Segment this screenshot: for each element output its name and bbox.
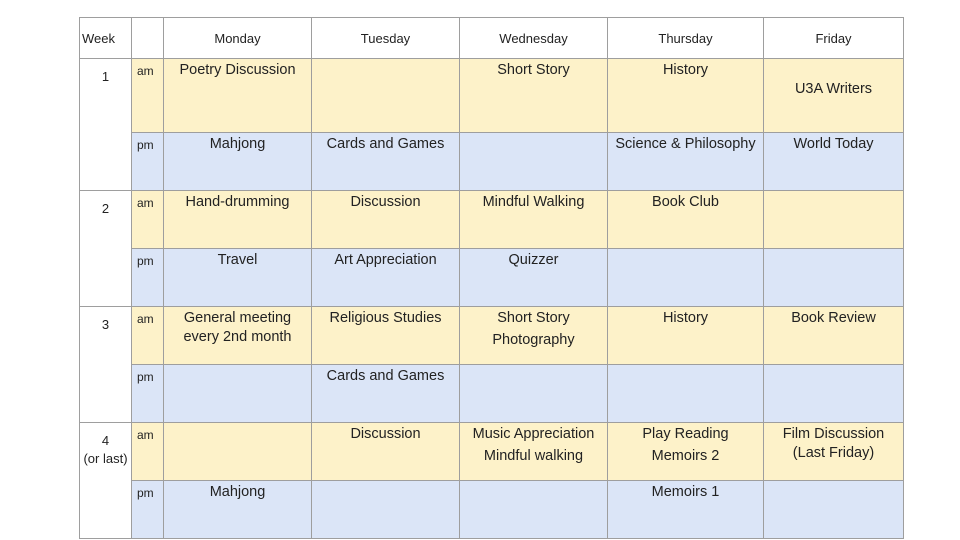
- slot-monday-pm: [164, 133, 312, 191]
- activity-label: Mindful walking: [483, 448, 584, 464]
- activity-label: Mahjong: [209, 484, 266, 500]
- activity-label: Mahjong: [209, 136, 266, 152]
- activity-label: Short Story: [497, 310, 570, 326]
- activity-label: Religious Studies: [329, 310, 442, 326]
- slot-thursday-pm: [608, 133, 764, 191]
- header-period: [132, 18, 164, 59]
- week-sublabel: (or last): [83, 451, 128, 466]
- table-row: [80, 59, 904, 133]
- timetable: [79, 17, 904, 539]
- slot-thursday-am: [608, 423, 764, 481]
- slot-wednesday-am: [460, 59, 608, 133]
- activity-label: Film Discussion: [782, 426, 885, 442]
- slot-friday-pm: [764, 249, 904, 307]
- slot-wednesday-am: [460, 307, 608, 365]
- week-number-cell: [80, 307, 132, 423]
- activity-label: Short Story: [497, 62, 570, 78]
- header-friday: Friday: [764, 18, 904, 59]
- slot-wednesday-pm: [460, 365, 608, 423]
- activity-label: Quizzer: [508, 252, 559, 268]
- period-label-pm: pm: [132, 365, 164, 423]
- activity-label: Mindful Walking: [482, 194, 585, 210]
- slot-friday-am: [764, 307, 904, 365]
- slot-monday-pm: [164, 365, 312, 423]
- slot-friday-pm: [764, 365, 904, 423]
- week-number: 1: [101, 69, 110, 84]
- period-label-pm: pm: [132, 249, 164, 307]
- header-row: [80, 18, 904, 59]
- slot-monday-am: [164, 423, 312, 481]
- period-label-am: am: [132, 191, 164, 249]
- slot-friday-pm: [764, 481, 904, 539]
- activity-label: World Today: [793, 136, 874, 152]
- slot-friday-pm: [764, 133, 904, 191]
- activity-label: Cards and Games: [326, 368, 445, 384]
- slot-wednesday-pm: [460, 481, 608, 539]
- table-row: [80, 191, 904, 249]
- slot-tuesday-pm: [312, 133, 460, 191]
- slot-friday-am: [764, 59, 904, 133]
- activity-label: History: [662, 310, 709, 326]
- period-label-pm: pm: [132, 133, 164, 191]
- slot-wednesday-am: [460, 191, 608, 249]
- slot-friday-am: [764, 191, 904, 249]
- activity-label: Memoirs 1: [651, 484, 720, 500]
- activity-label: Art Appreciation: [334, 252, 437, 268]
- activity-label: U3A Writers: [794, 81, 873, 97]
- activity-label: every 2nd month: [183, 329, 292, 345]
- activity-label: Discussion: [350, 426, 421, 442]
- activity-label: Poetry Discussion: [179, 62, 296, 78]
- slot-thursday-am: [608, 59, 764, 133]
- slot-tuesday-pm: [312, 365, 460, 423]
- activity-label: Cards and Games: [326, 136, 445, 152]
- period-label-am: am: [132, 59, 164, 133]
- header-thursday: Thursday: [608, 18, 764, 59]
- header-wednesday: Wednesday: [460, 18, 608, 59]
- period-label-am: am: [132, 423, 164, 481]
- slot-tuesday-am: [312, 191, 460, 249]
- week-number: 2: [101, 201, 110, 216]
- week-number-cell: [80, 191, 132, 307]
- slot-monday-am: [164, 307, 312, 365]
- table-row: [80, 365, 904, 423]
- activity-label: Photography: [492, 332, 575, 348]
- activity-label: Book Club: [652, 194, 719, 210]
- activity-label: General meeting: [183, 310, 292, 326]
- header-monday: Monday: [164, 18, 312, 59]
- table-row: [80, 249, 904, 307]
- activity-label: History: [662, 62, 709, 78]
- slot-tuesday-pm: [312, 249, 460, 307]
- period-label-am: am: [132, 307, 164, 365]
- slot-thursday-pm: [608, 365, 764, 423]
- slot-monday-am: [164, 59, 312, 133]
- header-tuesday: Tuesday: [312, 18, 460, 59]
- activity-label: Hand-drumming: [185, 194, 290, 210]
- table-row: [80, 481, 904, 539]
- week-number: 4: [101, 433, 110, 448]
- activity-label: Memoirs 2: [651, 448, 720, 464]
- table-row: [80, 133, 904, 191]
- slot-tuesday-pm: [312, 481, 460, 539]
- week-number-cell: [80, 423, 132, 539]
- slot-thursday-am: [608, 307, 764, 365]
- week-number-cell: [80, 59, 132, 191]
- slot-monday-pm: [164, 249, 312, 307]
- slot-tuesday-am: [312, 59, 460, 133]
- slot-tuesday-am: [312, 423, 460, 481]
- slot-thursday-am: [608, 191, 764, 249]
- slot-wednesday-pm: [460, 249, 608, 307]
- table-row: [80, 423, 904, 481]
- header-week: Week: [80, 18, 132, 59]
- slot-monday-pm: [164, 481, 312, 539]
- activity-label: Music Appreciation: [472, 426, 595, 442]
- slot-tuesday-am: [312, 307, 460, 365]
- slot-friday-am: [764, 423, 904, 481]
- slot-wednesday-pm: [460, 133, 608, 191]
- timetable-body: [80, 59, 904, 539]
- slot-thursday-pm: [608, 249, 764, 307]
- period-label-pm: pm: [132, 481, 164, 539]
- slot-wednesday-am: [460, 423, 608, 481]
- activity-label: Play Reading: [642, 426, 729, 442]
- table-row: [80, 307, 904, 365]
- slot-thursday-pm: [608, 481, 764, 539]
- activity-label: Science & Philosophy: [615, 136, 756, 152]
- activity-label: Travel: [217, 252, 258, 268]
- activity-label: Book Review: [791, 310, 876, 326]
- activity-label: (Last Friday): [792, 445, 875, 461]
- week-number: 3: [101, 317, 110, 332]
- activity-label: Discussion: [350, 194, 421, 210]
- slot-monday-am: [164, 191, 312, 249]
